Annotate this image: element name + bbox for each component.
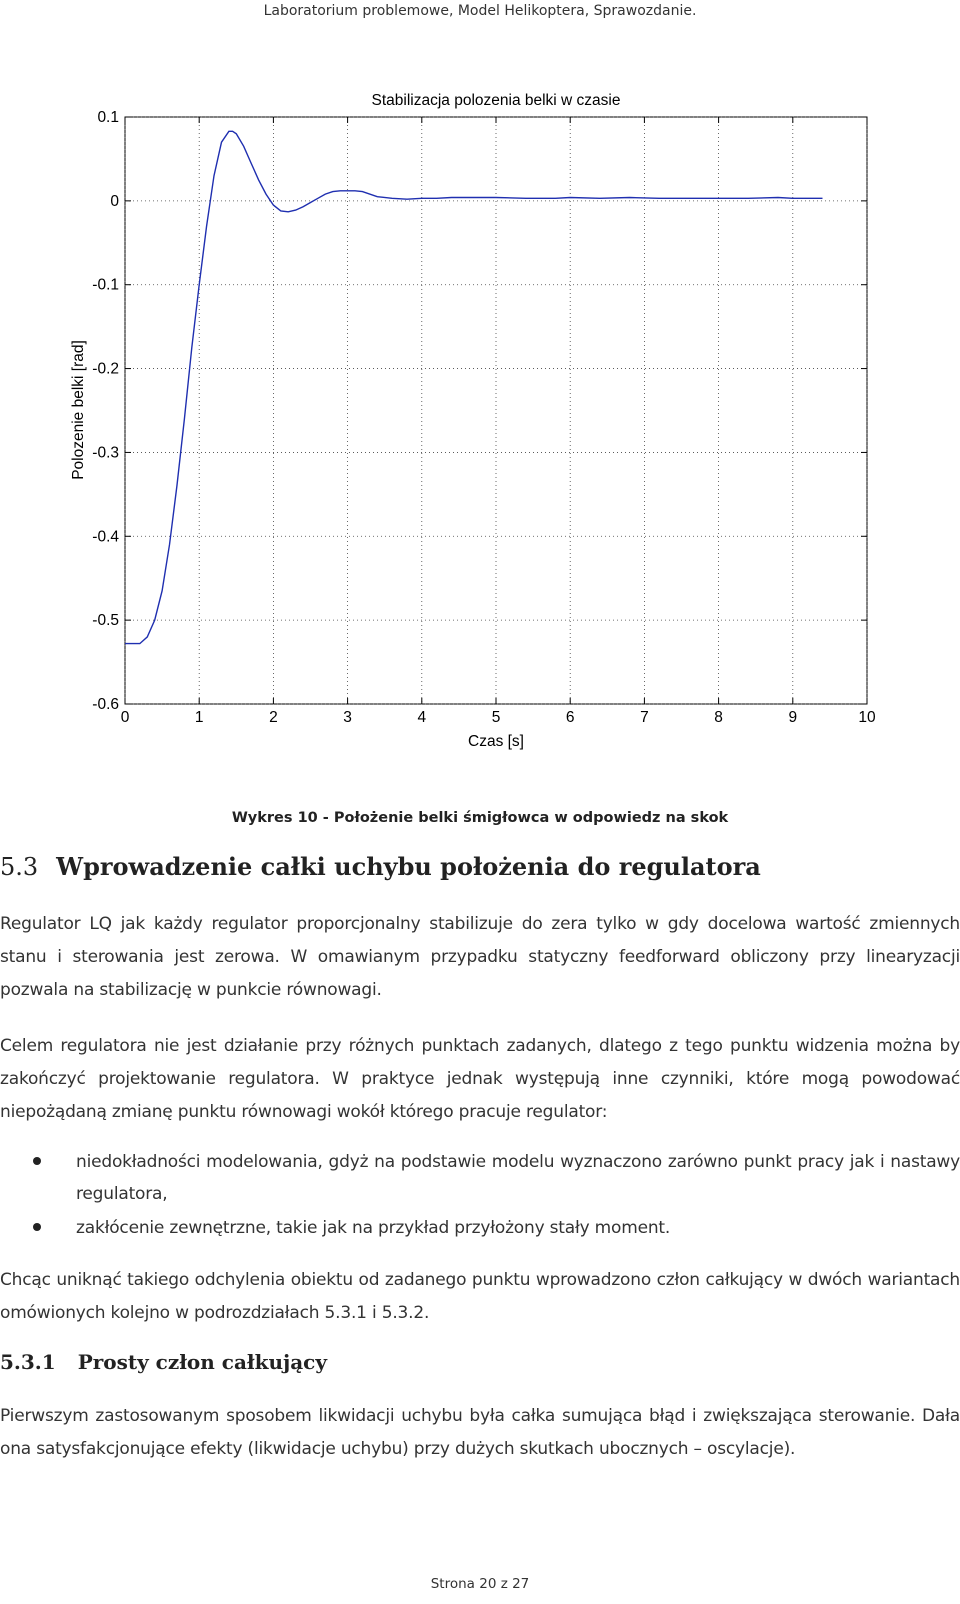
x-tick-label: 8 [714, 709, 723, 726]
x-tick-label: 4 [417, 709, 427, 726]
page-footer: Strona 20 z 27 [430, 1576, 530, 1592]
x-tick-label: 10 [858, 709, 876, 726]
x-axis-label: Czas [s] [468, 733, 524, 750]
bullet-list [0, 1146, 960, 1246]
subsection-title: Prosty człon całkujący [77, 1350, 327, 1374]
y-tick-labels [92, 109, 119, 713]
y-tick-label: -0.3 [92, 444, 119, 462]
bullet-item [0, 1212, 960, 1244]
section-title: Wprowadzenie całki uchybu położenia do regulatora [56, 852, 761, 881]
section-heading [0, 852, 761, 881]
y-tick-label: -0.2 [92, 360, 119, 378]
chart-title: Stabilizacja polozenia belki w czasie [371, 92, 621, 109]
x-tick-label: 7 [640, 709, 649, 726]
figure-caption: Wykres 10 - Położenie belki śmigłowca w odpowiedz na skok [231, 810, 729, 826]
x-tick-label: 9 [788, 709, 798, 726]
y-tick-label: -0.1 [92, 276, 119, 294]
position-chart [0, 70, 960, 760]
x-tick-label: 3 [343, 709, 352, 726]
bullet-text: niedokładności modelowania, gdyż na podstawie modelu wyznaczono zarówno punkt pracy jak i nastawy regulatora, [76, 1152, 960, 1204]
y-tick-label: 0 [110, 192, 119, 210]
y-tick-label: -0.6 [92, 696, 119, 713]
y-tick-label: -0.4 [92, 528, 119, 546]
y-tick-label: 0.1 [97, 109, 119, 126]
bullet-item [0, 1146, 960, 1210]
y-tick-label: -0.5 [92, 612, 119, 630]
x-tick-label: 2 [269, 709, 278, 726]
bullet-text: zakłócenie zewnętrzne, takie jak na przykład przyłożony stały moment. [76, 1218, 671, 1238]
x-tick-label: 1 [194, 709, 204, 726]
subsection-number: 5.3.1 [0, 1350, 56, 1374]
x-tick-label: 0 [120, 709, 130, 726]
bullet-icon [33, 1223, 41, 1231]
x-tick-labels [121, 709, 876, 726]
paragraph-1: Regulator LQ jak każdy regulator proporcjonalny stabilizuje do zera tylko w gdy docelowa wartość zmiennych stanu i sterowania jest zerowa. W omawianym przypadku statyczny feedforward obliczony przy linearyzacji pozwala na stabilizację w punkcie równowagi. [0, 914, 960, 1000]
bullet-icon [33, 1157, 41, 1165]
x-tick-label: 5 [491, 709, 501, 726]
paragraph-3: Chcąc uniknąć takiego odchylenia obiektu od zadanego punktu wprowadzono człon całkujący w dwóch wariantach omówionych kolejno w podrozdziałach 5.3.1 i 5.3.2. [0, 1270, 960, 1323]
running-header: Laboratorium problemowe, Model Helikoptera, Sprawozdanie. [263, 3, 697, 19]
paragraph-2: Celem regulatora nie jest działanie przy różnych punktach zadanych, dlatego z tego punktu widzenia można by zakończyć projektowanie regulatora. W praktyce jednak występują inne czynniki, które mogą powodować niepożądaną zmianę punktu równowagi wokół którego pracuje regulator: [0, 1036, 960, 1122]
paragraph-4: Pierwszym zastosowanym sposobem likwidacji uchybu była całka sumująca błąd i zwiększająca sterowanie. Dała ona satysfakcjonujące efekty (likwidacje uchybu) przy dużych skutkach ubocznych – oscylacje). [0, 1406, 960, 1459]
section-number: 5.3 [0, 853, 39, 881]
y-axis-label: Polozenie belki [rad] [70, 340, 87, 480]
subsection-heading [0, 1350, 327, 1374]
x-tick-label: 6 [565, 709, 575, 726]
